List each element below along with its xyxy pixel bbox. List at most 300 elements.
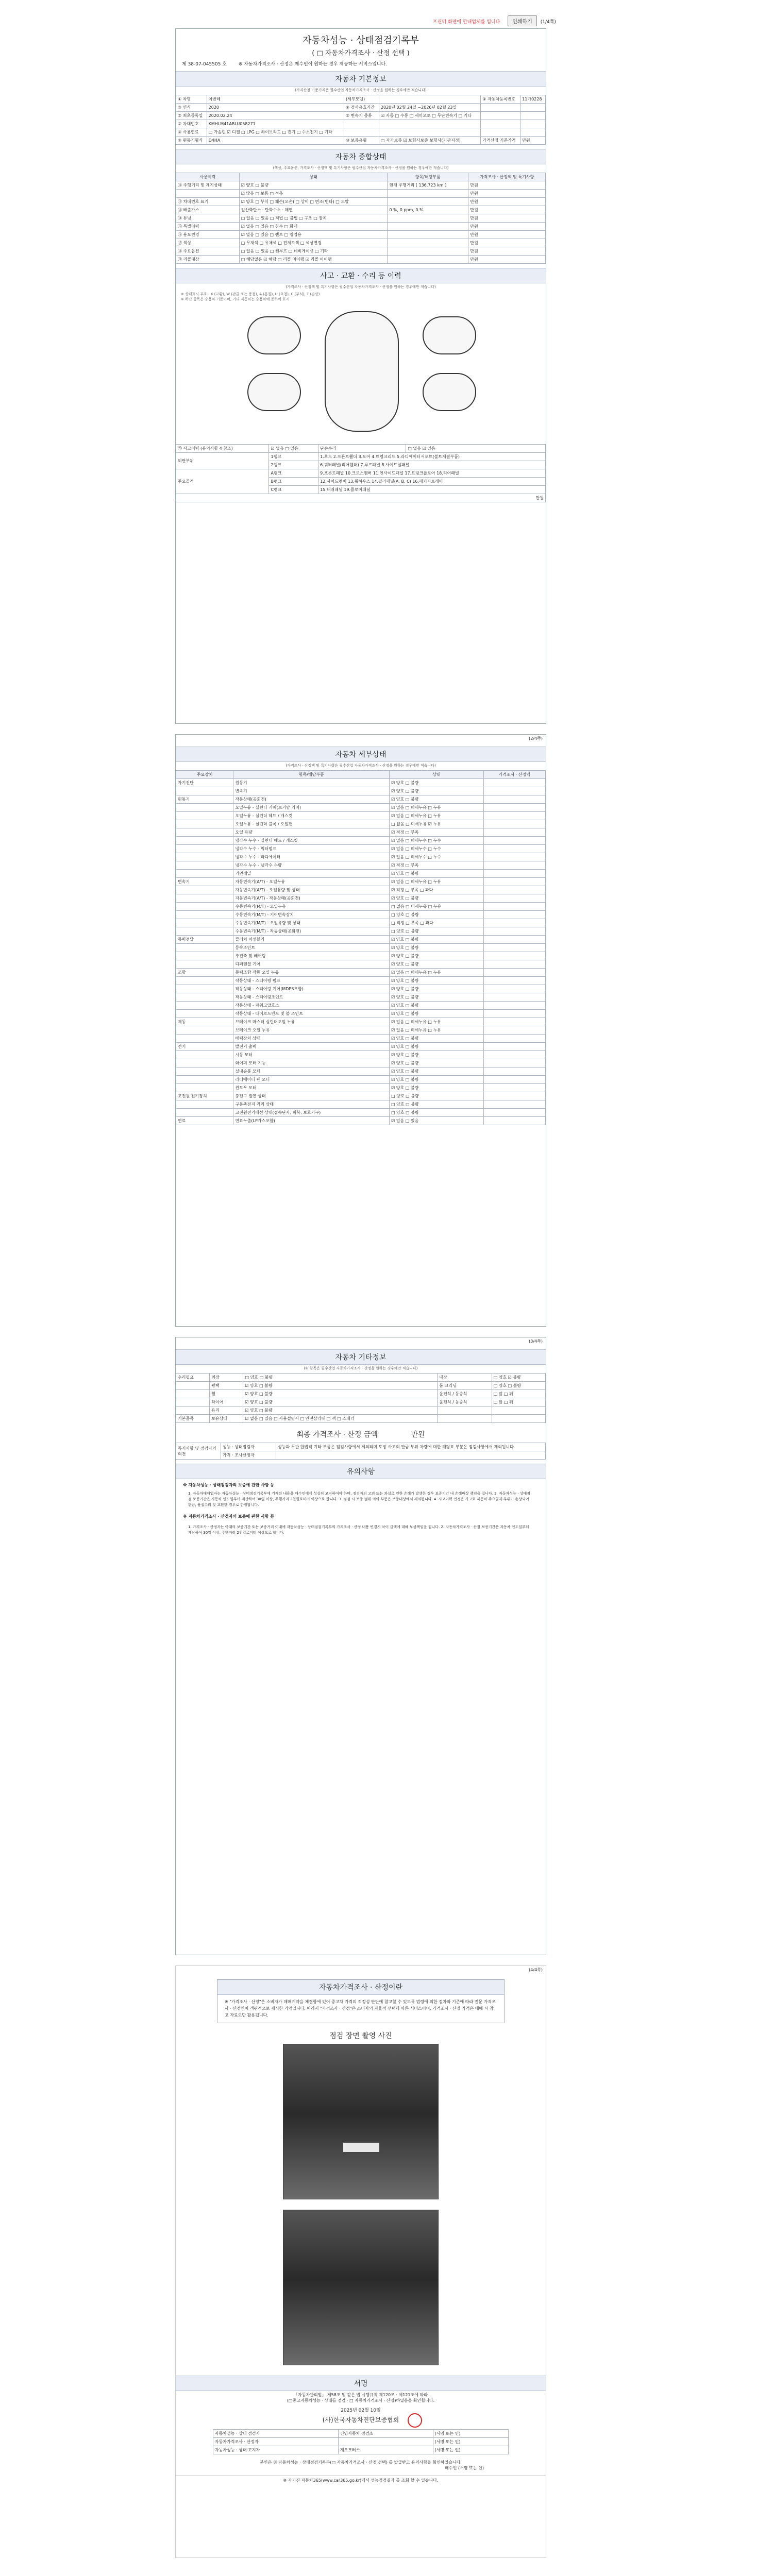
other-row-cell: □ 앞 □ 뒤 [492, 1390, 545, 1398]
summary-row-cell: ⑫ 차대번호 표기 [176, 198, 240, 206]
details-row-cell [176, 977, 233, 985]
details-row [176, 845, 546, 853]
details-row-cell: ☑ 양호 □ 불량 [390, 952, 484, 960]
summary-row-cell: ☑ 없음 □ 있음 □ 침수 □ 화재 [239, 223, 388, 231]
details-row-cell: □ 양호 □ 불량 [390, 1109, 484, 1117]
details-row-cell: 고전원 전기장치 [176, 1092, 233, 1100]
rank-c-items: 15.대쉬패널 19.플로어패널 [318, 486, 546, 494]
details-row-cell: ☑ 적정 □ 부족 [390, 828, 484, 837]
details-row-cell: 냉각수 누수 - 워터펌프 [233, 845, 390, 853]
basic-row [176, 137, 546, 145]
basic-row [176, 128, 546, 137]
summary-row-cell: 0 %, 0 ppm, 0 % [388, 206, 468, 214]
summary-row-cell: ⑱ 주요옵션 [176, 247, 240, 256]
details-row-cell: □ 양호 □ 불량 [390, 911, 484, 919]
details-price-cell [483, 795, 545, 804]
details-row [176, 952, 546, 960]
opinion-text: 성능과 무관 합법적 기타 부품은 점검사항에서 제외되며 도장 사고외 판금 부위 차량에 대한 해당표 부분은 점검사항에서 제외됩니다. [276, 1443, 546, 1451]
inspection-photo-1 [283, 2044, 439, 2199]
details-row-cell: 자기진단 [176, 779, 233, 787]
opinion-row-2-label: 가격 · 조사산정자 [221, 1451, 276, 1460]
basic-row-cell [379, 95, 480, 104]
details-price-cell [483, 894, 545, 903]
basic-row-cell [481, 120, 520, 128]
details-row-cell [176, 1067, 233, 1076]
car-top-view [325, 311, 399, 432]
details-row [176, 1035, 546, 1043]
details-row [176, 853, 546, 861]
basic-row [176, 120, 546, 128]
basic-row-cell: ☑ 자동 □ 수동 □ 세미오토 □ 무단변속기 □ 기타 [379, 112, 480, 120]
rank-b-items: 12.사이드멤버 13.휠하우스 14.필러패널(A, B, C) 16.패키지트레이 [318, 478, 546, 486]
basic-row-cell [379, 128, 480, 137]
details-row-cell: 작동상태 - 스티어링조인트 [233, 993, 390, 1002]
details-row [176, 779, 546, 787]
details-row [176, 1109, 546, 1117]
sign-row [213, 2430, 508, 2438]
details-price-cell [483, 1109, 545, 1117]
details-row-cell: 수동변속기(M/T) - 작동상태(공회전) [233, 927, 390, 936]
details-row [176, 944, 546, 952]
sign-row-cell: 자동차성능 · 상태 고지자 [213, 2446, 338, 2454]
page-4-marker: (4/4쪽) [529, 1968, 543, 1972]
summary-row-cell: ⑮ 특별이력 [176, 223, 240, 231]
details-col-price: 가격조사 · 산정액 [483, 771, 545, 779]
other-row [176, 1374, 546, 1382]
details-price-cell [483, 977, 545, 985]
summary-row-cell: ⑭ 튜닝 [176, 214, 240, 223]
summary-row [176, 231, 546, 239]
sign-row-cell: (서명 또는 인) [433, 2430, 509, 2438]
details-row-cell [176, 919, 233, 927]
details-row-cell: 시동 모터 [233, 1051, 390, 1059]
details-row-cell: ☑ 적정 □ 부족 [390, 861, 484, 870]
details-row-cell [176, 886, 233, 894]
details-row-cell: ☑ 없음 □ 미세누수 □ 누수 [390, 853, 484, 861]
details-table [176, 770, 546, 1125]
sign-row-cell: 자동차가격조사 · 산정자 [213, 2438, 338, 2446]
details-price-cell [483, 985, 545, 993]
details-row-cell [176, 1084, 233, 1092]
details-row-cell: 작동상태(공회전) [233, 795, 390, 804]
basic-row-cell: 아반떼 [207, 95, 344, 104]
details-row-cell: □ 적정 □ 부족 □ 과다 [390, 919, 484, 927]
basic-row-cell: 11가0228 [520, 95, 546, 104]
details-price-cell [483, 870, 545, 878]
details-row-cell: 작동상태 - 스티어링 기어(MDPS포함) [233, 985, 390, 993]
summary-row-cell [388, 256, 468, 264]
details-row-cell: 오일누유 - 실린더 헤드 / 개스킷 [233, 812, 390, 820]
details-row-cell: 라디에이터 팬 모터 [233, 1076, 390, 1084]
details-row-cell: ☑ 양호 □ 불량 [390, 787, 484, 795]
other-row-cell: ☑ 양호 □ 불량 [243, 1390, 438, 1398]
basic-row-cell [481, 112, 520, 120]
other-note: (① 항목은 필수산업 자동차가격조사 · 산정을 원하는 경우에만 적습니다) [304, 1366, 418, 1370]
sign-row-cell: 자동차성능 · 상태 점검자 [213, 2430, 338, 2438]
details-row-cell: 커먼레일 [233, 870, 390, 878]
other-title: 자동차 기타정보 [176, 1349, 546, 1365]
details-price-cell [483, 1051, 545, 1059]
details-row-cell: 디퍼렌셜 기어 [233, 960, 390, 969]
details-row-cell [176, 1109, 233, 1117]
details-row [176, 812, 546, 820]
details-row [176, 1002, 546, 1010]
details-price-cell [483, 1117, 545, 1125]
other-row-cell [492, 1415, 545, 1423]
details-price-cell [483, 927, 545, 936]
summary-row [176, 198, 546, 206]
details-row-cell: 연료 [176, 1117, 233, 1125]
photos-title: 점검 장면 촬영 사진 [176, 2028, 546, 2043]
details-row-cell [176, 993, 233, 1002]
summary-row [176, 247, 546, 256]
details-row-cell [176, 1026, 233, 1035]
basic-row-cell [379, 120, 480, 128]
basic-row-cell: ⑩ 보증유형 [344, 137, 379, 145]
rank-a-items: 9.프론트패널 10.크로스멤버 11.인사이드패널 17.트렁크플로어 18.리어패널 [318, 469, 546, 478]
details-row-cell: ☑ 없음 □ 미세누유 □ 누유 [390, 969, 484, 977]
basic-info-title: 자동차 기본정보 [176, 71, 546, 87]
details-row-cell [176, 1002, 233, 1010]
details-row-cell: ☑ 없음 □ 있음 [390, 1117, 484, 1125]
basic-row-cell: ① 차명 [176, 95, 207, 104]
basic-row [176, 104, 546, 112]
basic-row-cell: 가격산정 기준가격 [481, 137, 520, 145]
details-row-cell: 충전구 절연 상태 [233, 1092, 390, 1100]
details-row-cell: 변속기 [233, 787, 390, 795]
details-price-cell [483, 1026, 545, 1035]
page-3 [175, 1337, 546, 1955]
details-price-cell [483, 779, 545, 787]
details-col-main: 주요장치 [176, 771, 233, 779]
details-row-cell: ☑ 양호 □ 불량 [390, 1043, 484, 1051]
other-row-cell: ☑ 양호 □ 불량 [243, 1382, 438, 1390]
doc-subtitle: ( □ 자동차가격조사 · 산정 선택 ) [312, 49, 410, 57]
details-row-cell: ☑ 양호 □ 불량 [390, 960, 484, 969]
details-price-cell [483, 787, 545, 795]
sign-row-cell: 계오모터스 [338, 2446, 433, 2454]
details-row-cell: ☑ 양호 □ 불량 [390, 1076, 484, 1084]
doc-no-suffix: 호 [222, 62, 227, 67]
details-row-cell: 연료누출(LP가스포함) [233, 1117, 390, 1125]
summary-row-cell: 만원 [468, 206, 546, 214]
details-row-cell: 고전원전기배선 상태(접속단자, 피복, 보호기구) [233, 1109, 390, 1117]
sign-row-cell: (서명 또는 인) [433, 2438, 509, 2446]
details-price-cell [483, 919, 545, 927]
rank-c-label: C랭크 [269, 486, 318, 494]
details-price-cell [483, 837, 545, 845]
summary-row-cell [176, 190, 240, 198]
other-row [176, 1390, 546, 1398]
accident-note: (가격조사 · 산정액 및 특기사항은 필수산업 자동차가격조사 · 산정을 원하는 경우에만 적습니다) [285, 285, 436, 289]
rank-2-label: 2랭크 [269, 461, 318, 469]
details-row-cell: 실내송풍 모터 [233, 1067, 390, 1076]
details-row-cell [176, 804, 233, 812]
details-row [176, 1051, 546, 1059]
details-row [176, 1076, 546, 1084]
details-row-cell: ☑ 양호 □ 불량 [390, 795, 484, 804]
details-row-cell: 발전기 출력 [233, 1043, 390, 1051]
other-row-cell: 운전석 / 동승석 [438, 1398, 492, 1406]
details-row [176, 936, 546, 944]
summary-row-cell: ⑯ 용도변경 [176, 231, 240, 239]
other-row-cell: □ 양호 □ 불량 [243, 1374, 438, 1382]
summary-row-cell: □ 해당없음 ☑ 해당 □ 리콜 미이행 ☑ 리콜 이이행 [239, 256, 388, 264]
summary-row-cell: ☑ 양호 □ 불량 [239, 181, 388, 190]
other-row-cell: □ 양호 ☑ 불량 [492, 1374, 545, 1382]
details-row-cell: □ 양호 □ 불량 [390, 1092, 484, 1100]
other-row-cell: 외장 [210, 1374, 243, 1382]
details-row-cell: 클러치 어셈블리 [233, 936, 390, 944]
basic-row [176, 112, 546, 120]
details-row [176, 1018, 546, 1026]
details-row-cell [176, 985, 233, 993]
details-row-cell: 오일누유 - 실린더 블록 / 오일팬 [233, 820, 390, 828]
details-row-cell: 냉각수 누수 - 라디에이터 [233, 853, 390, 861]
price-info-box [217, 1979, 505, 2023]
basic-row-cell [520, 120, 546, 128]
details-row-cell: 냉각수 누수 - 실린더 헤드 / 개스킷 [233, 837, 390, 845]
basic-row-cell [520, 128, 546, 137]
details-row-cell: ☑ 양호 □ 불량 [390, 779, 484, 787]
details-row [176, 903, 546, 911]
basic-row-cell: ⑤ 최초등록일 [176, 112, 207, 120]
basic-row-cell: ④ 검사유효기간 [344, 104, 379, 112]
details-row-cell: ☑ 양호 □ 불량 [390, 1035, 484, 1043]
details-row [176, 911, 546, 919]
details-note: (가격조사 · 산정액 및 특기사항은 필수산업 자동차가격조사 · 산정을 원하는 경우에만 적습니다) [285, 764, 436, 768]
details-price-cell [483, 1035, 545, 1043]
other-row-cell: 유리 [210, 1406, 243, 1415]
details-price-cell [483, 886, 545, 894]
details-row-cell [176, 903, 233, 911]
summary-row-cell: 만원 [468, 231, 546, 239]
summary-row-cell: ⑲ 리콜대상 [176, 256, 240, 264]
summary-col-detail: 항목/해당부품 [388, 173, 468, 181]
other-row-cell [176, 1398, 210, 1406]
basic-row-cell [344, 128, 379, 137]
summary-row-cell: ⑪ 주행거리 및 계기상태 [176, 181, 240, 190]
basic-row-cell [520, 104, 546, 112]
details-row-cell: ☑ 양호 □ 불량 [390, 936, 484, 944]
page-4 [175, 1965, 546, 2558]
details-row-cell: 브레이크 마스터 실린더오일 누유 [233, 1018, 390, 1026]
rank-2-items: 6.쿼터패널(리어휀더) 7.루프패널 8.사이드실패널 [318, 461, 546, 469]
summary-row-cell: 만원 [468, 256, 546, 264]
details-row-cell: 동력조향 작동 오일 누유 [233, 969, 390, 977]
details-price-cell [483, 960, 545, 969]
details-row [176, 837, 546, 845]
accident-legend: ※ 상태표시 부호 : X (교환), W (판금 또는 용접), A (흠집), U (요철), C (부식), T (손상) [181, 292, 320, 296]
details-row-cell: 오일누유 - 실린더 커버(로커암 커버) [233, 804, 390, 812]
details-price-cell [483, 1067, 545, 1076]
details-row-cell: ☑ 양호 □ 불량 [390, 894, 484, 903]
summary-col-use: 사용이력 [176, 173, 240, 181]
details-row [176, 919, 546, 927]
other-row-cell: 룸 크리닝 [438, 1382, 492, 1390]
details-row-cell: ☑ 없음 □ 미세누유 □ 누유 [390, 878, 484, 886]
details-row-cell: 등속조인트 [233, 944, 390, 952]
details-row-cell: 수동변속기(M/T) - 오일유량 및 상태 [233, 919, 390, 927]
other-row [176, 1406, 546, 1415]
sign-text-1: 「자동차관리법」 제58조 및 같은 법 시행규칙 제120조 · 제121조에 따라 [294, 2393, 428, 2398]
accident-table [176, 444, 546, 502]
summary-row [176, 256, 546, 264]
other-row-cell [438, 1406, 492, 1415]
details-row [176, 894, 546, 903]
car-rear-view [423, 316, 476, 354]
page-1 [175, 28, 546, 724]
basic-row-cell: ⑥ 변속기 종류 [344, 112, 379, 120]
details-row [176, 828, 546, 837]
details-row-cell [176, 853, 233, 861]
details-row [176, 1117, 546, 1125]
details-row-cell [176, 1010, 233, 1018]
summary-row-cell: 만원 [468, 181, 546, 190]
details-row-cell [176, 1076, 233, 1084]
outer-label: 외판부위 [176, 453, 269, 469]
details-row-cell: ☑ 없음 □ 미세누수 □ 누수 [390, 845, 484, 853]
summary-row-cell: ☑ 없음 □ 있음 □ 렌트 □ 영업용 [239, 231, 388, 239]
details-row-cell: 수동변속기(M/T) - 기어변속장치 [233, 911, 390, 919]
other-row-cell [176, 1382, 210, 1390]
details-row-cell [176, 1100, 233, 1109]
opinion-row-2-value [276, 1451, 546, 1460]
details-row-cell: 작동상태 - 파워고압호스 [233, 1002, 390, 1010]
caution-title: 유의사항 [176, 1464, 546, 1479]
basic-row-cell: ⑦ 차대번호 [176, 120, 207, 128]
other-row-cell: 수리필요 [176, 1374, 210, 1382]
details-price-cell [483, 1043, 545, 1051]
details-row-cell: 제동 [176, 1018, 233, 1026]
details-row-cell: 전기 [176, 1043, 233, 1051]
page-2-marker: (2/4쪽) [529, 736, 543, 741]
details-price-cell [483, 1092, 545, 1100]
page-marker: (1/4쪽) [540, 20, 556, 25]
details-row-cell: 동력전달 [176, 936, 233, 944]
details-row-cell [176, 952, 233, 960]
summary-row-cell [388, 198, 468, 206]
details-price-cell [483, 1084, 545, 1092]
details-price-cell [483, 878, 545, 886]
details-row-cell: □ 없음 □ 미세누유 □ 누유 [390, 903, 484, 911]
sign-table [213, 2429, 509, 2454]
details-col-state: 상태 [390, 771, 484, 779]
final-unit: 만원 [411, 1431, 425, 1439]
details-price-cell [483, 1059, 545, 1067]
basic-info-table [176, 95, 546, 145]
details-row-cell: 원동기 [233, 779, 390, 787]
summary-row-cell [388, 231, 468, 239]
details-title: 자동차 세부상태 [176, 747, 546, 762]
details-row-cell: 냉각수 누수 - 냉각수 수량 [233, 861, 390, 870]
summary-table [176, 173, 546, 264]
details-row [176, 787, 546, 795]
summary-row-cell: ⑰ 색상 [176, 239, 240, 247]
other-row [176, 1382, 546, 1390]
summary-row-cell: 만원 [468, 247, 546, 256]
details-row-cell: 추진축 및 베어링 [233, 952, 390, 960]
details-row [176, 1010, 546, 1018]
basic-row-cell [481, 128, 520, 137]
sign-row-cell: (서명 또는 인) [433, 2446, 509, 2454]
details-row-cell [176, 1035, 233, 1043]
price-info-text: ※ "가격조사 · 산정"은 소비자가 매매계약을 체결함에 있어 중고차 가격의 적정성 판단에 참고할 수 있도록 법령에 의한 절차와 기준에 따라 전문 가격조사 · 산정인이 객관적으로 제시한 가액입니다. 따라서 "가격조사 · 산정"은 소비자의 자율적 선택에 따른 서비스이며, 가격조사 · 산정 가격은 매매 시 참고 자료로만 활용됩니다. [225, 1999, 496, 2018]
details-row-cell: ☑ 양호 □ 불량 [390, 977, 484, 985]
summary-row-cell: □ 없음 □ 있음 □ 적법 □ 불법 □ 구조 □ 장치 [239, 214, 388, 223]
details-price-cell [483, 828, 545, 837]
details-row [176, 1026, 546, 1035]
details-price-cell [483, 861, 545, 870]
details-price-cell [483, 1018, 545, 1026]
details-row-cell: ☑ 양호 □ 불량 [390, 1002, 484, 1010]
summary-row-cell [388, 247, 468, 256]
details-row [176, 977, 546, 985]
details-price-cell [483, 969, 545, 977]
summary-row-cell: ☑ 많음 □ 보통 □ 적음 [239, 190, 388, 198]
opinion-table [176, 1443, 546, 1460]
summary-row-cell [388, 214, 468, 223]
print-button[interactable]: 인쇄하기 [508, 15, 537, 26]
details-row-cell: ☑ 양호 □ 불량 [390, 993, 484, 1002]
simple-repair-answer: □ 없음 ☑ 있음 [406, 445, 546, 453]
doc-number-line [182, 60, 540, 67]
rank-1-items: 1.후드 2.프론트휀더 3.도어 4.트렁크리드 5.라디에이터서포트(볼트체결부품) [318, 453, 546, 461]
details-row [176, 993, 546, 1002]
details-price-cell [483, 804, 545, 812]
summary-row-cell: ☑ 양호 □ 부식 □ 훼손(오손) □ 상이 □ 변조(변타) □ 도말 [239, 198, 388, 206]
details-row [176, 1059, 546, 1067]
basic-row-cell: 2020 [207, 104, 344, 112]
details-row [176, 985, 546, 993]
rank-1-label: 1랭크 [269, 453, 318, 461]
details-row-cell [176, 960, 233, 969]
details-row [176, 1067, 546, 1076]
other-row-cell: 타이어 [210, 1398, 243, 1406]
details-row-cell: 자동변속기(A/T) - 작동상태(공회전) [233, 894, 390, 903]
details-row-cell [176, 845, 233, 853]
summary-row-cell: □ 없음 □ 있음 □ 썬루프 □ 네비게이션 □ 기타 [239, 247, 388, 256]
sign-title: 서명 [176, 2376, 546, 2391]
summary-row-cell: 만원 [468, 214, 546, 223]
details-row-cell: ☑ 없음 □ 미세누유 □ 누유 [390, 804, 484, 812]
details-row-cell: ☑ 없음 □ 미세누유 □ 누유 [390, 812, 484, 820]
details-row-cell: ☑ 양호 □ 불량 [390, 1084, 484, 1092]
basic-row [176, 95, 546, 104]
sign-receive-sign: 매수인 (서명 또는 인) [445, 2466, 484, 2471]
details-price-cell [483, 1100, 545, 1109]
simple-repair-q: 단순수리 [318, 445, 406, 453]
details-row-cell [176, 894, 233, 903]
other-row-cell: 내장 [438, 1374, 492, 1382]
details-price-cell [483, 911, 545, 919]
doc-no: 38-07-045505 [188, 62, 221, 67]
summary-row [176, 223, 546, 231]
sign-row [213, 2438, 508, 2446]
details-row-cell: ☑ 양호 □ 불량 [390, 1010, 484, 1018]
details-price-cell [483, 903, 545, 911]
details-row-cell: ☑ 양호 □ 불량 [390, 1059, 484, 1067]
final-title-text: 최종 가격조사 · 산정 금액 [296, 1431, 378, 1439]
basic-row-cell: □ 자가보증 ☑ 보험사보증 보험사(기관지정) [379, 137, 480, 145]
details-row-cell [176, 820, 233, 828]
details-row [176, 1084, 546, 1092]
summary-row-cell: 만원 [468, 239, 546, 247]
basic-row-cell: KMHLM41ABLU058271 [207, 120, 344, 128]
license-plate [343, 2142, 380, 2153]
summary-col-price: 가격조사 · 산정액 및 특기사항 [468, 173, 546, 181]
details-price-cell [483, 1010, 545, 1018]
